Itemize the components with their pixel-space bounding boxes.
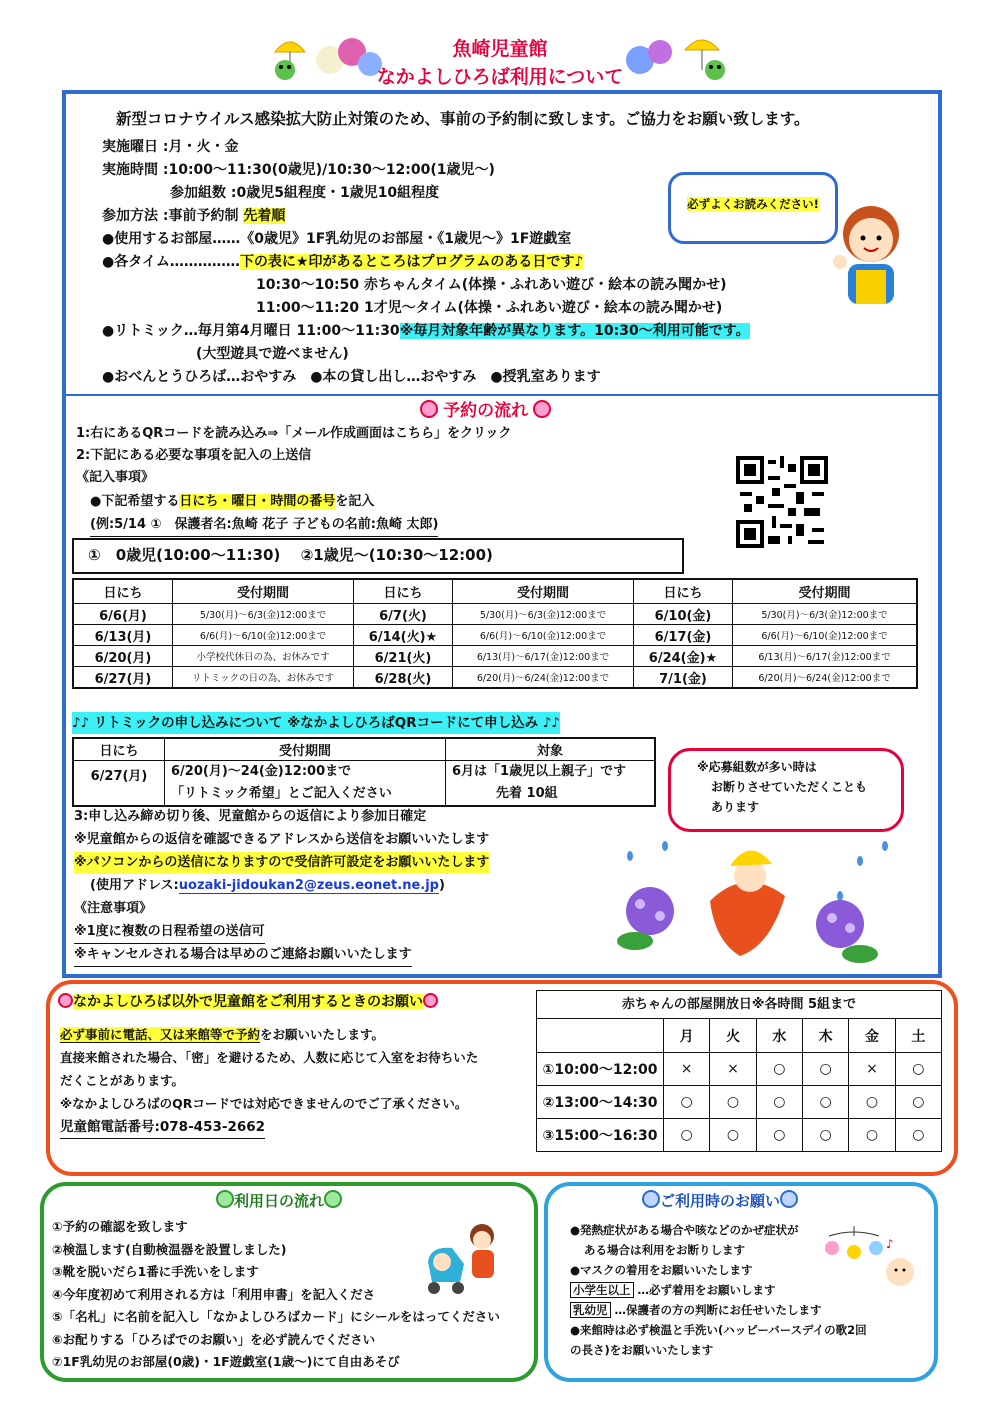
- intro-rooms: ●使用するお部屋……《0歳児》1F乳幼児のお部屋・《1歳児～》1F遊戯室: [102, 231, 572, 247]
- notice-bubble: [668, 748, 904, 832]
- day-header: 火: [710, 1019, 756, 1053]
- table-cell: 6/20(月)～6/24(金)12:00まで: [733, 667, 918, 689]
- intro-rhythmic-note: (大型遊具で遊べません): [196, 346, 349, 362]
- table-cell: 6/27(月): [73, 667, 173, 689]
- table-cell: 6/13(月)～6/17(金)12:00まで: [453, 646, 634, 667]
- col-header-period: 受付期間: [165, 738, 446, 760]
- availability-mark: ○: [849, 1086, 895, 1119]
- speech-bubble: [668, 172, 838, 244]
- list-item: 乳幼児 …保護者の方の判断にお任せいたします: [570, 1300, 867, 1320]
- tag-infant: 乳幼児: [570, 1302, 611, 1318]
- flow-heading: 利用日の流れ: [216, 1190, 342, 1211]
- empty-header-cell: [537, 1019, 664, 1053]
- table-cell: 6/28(火): [354, 667, 453, 689]
- baby-room-title: 赤ちゃんの部屋開放日※各時間 5組まで: [536, 990, 942, 1019]
- col-header-target: 対象: [446, 738, 656, 760]
- table-row: [537, 1119, 942, 1152]
- list-item: ●発熱症状がある場合や咳などのかぜ症状が: [570, 1223, 799, 1237]
- table-cell: 小学校代休日の為、お休みです: [173, 646, 354, 667]
- intro-rhythmic: ●リトミック…毎月第4月曜日 11:00～11:30※毎月対象年齢が異なります。10:30～利用可能です。: [102, 323, 750, 339]
- circle-bullet-icon: [58, 993, 73, 1008]
- table-cell: 6/6(月): [73, 604, 173, 625]
- circle-bullet-icon: [423, 993, 438, 1008]
- intro-misc: ●おべんとうひろば…おやすみ ●本の貸し出し…おやすみ ●授乳室あります: [102, 369, 601, 385]
- request-heading: ご利用時のお願い: [642, 1190, 798, 1211]
- reserve-heading: 予約の流れ: [420, 396, 551, 421]
- reserve-example: (例:5/14 ① 保護者名:魚崎 花子 子どもの名前:魚崎 太郎): [90, 514, 438, 537]
- reserve-entry-title: 《記入事項》: [76, 470, 155, 485]
- day-header: 月: [664, 1019, 710, 1053]
- caution1: ※1度に複数の日程希望の送信可: [74, 921, 265, 944]
- list-item: ①予約の確認を致します: [52, 1219, 188, 1234]
- woman-illustration: [826, 200, 916, 314]
- page-title: なかよしひろば利用について: [376, 66, 624, 88]
- table-cell: 6/13(月)～6/17(金)12:00まで: [733, 646, 918, 667]
- table-row: [73, 760, 655, 806]
- availability-mark: ○: [802, 1053, 848, 1086]
- time-slot: ③15:00～16:30: [537, 1119, 664, 1152]
- rain-hydrangea-illustration: [610, 836, 900, 970]
- caution2: ※キャンセルされる場合は早めのご連絡お願いいたします: [74, 944, 412, 967]
- other-usage-heading: なかよしひろば以外で児童館をご利用するときのお願い: [58, 991, 438, 1011]
- phone-number: 児童館電話番号:078-453-2662: [60, 1116, 265, 1139]
- baby-mobile-illustration: [824, 1222, 924, 1296]
- mother-stroller-illustration: [420, 1222, 510, 1306]
- time-slot: ①10:00～12:00: [537, 1053, 664, 1086]
- availability-mark: ○: [710, 1119, 756, 1152]
- reserve-step2: 2:下記にある必要な事項を記入の上送信: [76, 448, 312, 463]
- intro-method: 参加方法 :事前予約制 先着順: [102, 208, 286, 224]
- time-slot: ②13:00～14:30: [537, 1086, 664, 1119]
- circle-bullet-icon: [780, 1190, 798, 1208]
- list-item: ⑦1F乳幼児のお部屋(0歳)・1F遊戯室(1歳～)にて自由あそび: [52, 1354, 400, 1369]
- after-line2: ※児童館からの返信を確認できるアドレスから送信をお願いいたします: [74, 832, 490, 847]
- table-row: [73, 625, 917, 646]
- list-item: の長さ)をお願いいたします: [570, 1343, 714, 1357]
- availability-mark: ×: [849, 1053, 895, 1086]
- baby-room-table: [536, 1018, 942, 1152]
- qr-code[interactable]: [736, 456, 828, 552]
- table-cell: 6/20(月): [73, 646, 173, 667]
- list-item: ③靴を脱いだら1番に手洗いをします: [52, 1264, 259, 1279]
- after-line3: ※パソコンからの送信になりますので受信許可設定をお願いいたします: [74, 852, 489, 874]
- email-link[interactable]: uozaki-jidoukan2@zeus.eonet.ne.jp: [178, 878, 439, 893]
- rhythmic-table: [72, 737, 656, 807]
- circle-bullet-icon: [642, 1190, 660, 1208]
- baby-room-header-row: [537, 1019, 942, 1053]
- table-cell: リトミックの日の為、お休みです: [173, 667, 354, 689]
- table-cell: 6/7(火): [354, 604, 453, 625]
- list-item: ④今年度初めて利用される方は「利用申書」を記入くださ: [52, 1286, 376, 1302]
- availability-mark: ○: [756, 1086, 802, 1119]
- day-header: 木: [802, 1019, 848, 1053]
- day-header: 水: [756, 1019, 802, 1053]
- circle-bullet-icon: [533, 400, 551, 418]
- intro-groups: 参加組数 :0歳児5組程度・1歳児10組程度: [170, 185, 440, 201]
- availability-mark: ○: [895, 1119, 941, 1152]
- table-cell: 6/6(月)～6/10(金)12:00まで: [453, 625, 634, 646]
- list-item: ●来館時は必ず検温と手洗い(ハッピーバースデイの歌2回: [570, 1323, 867, 1337]
- table-row: [537, 1053, 942, 1086]
- table-cell: 6/6(月)～6/10(金)12:00まで: [733, 625, 918, 646]
- availability-mark: ○: [802, 1086, 848, 1119]
- availability-mark: ×: [664, 1053, 710, 1086]
- circle-bullet-icon: [324, 1190, 342, 1208]
- col-header-date: 日にち: [354, 579, 453, 604]
- table-row: [73, 604, 917, 625]
- other-line2: 直接来館された場合、「密」を避けるため、人数に応じて入室をお待ちいた: [60, 1050, 479, 1065]
- request-list: [570, 1220, 867, 1360]
- rhythmic-period: 6/20(月)～24(金)12:00まで 「リトミック希望」とご記入ください: [165, 760, 446, 806]
- availability-mark: ○: [849, 1119, 895, 1152]
- intro-time: 実施時間 :10:00～11:30(0歳児)/10:30～12:00(1歳児～): [102, 162, 495, 178]
- other-line3: だくことがあります。: [60, 1073, 185, 1088]
- day-header: 金: [849, 1019, 895, 1053]
- table-cell: 6/21(火): [354, 646, 453, 667]
- availability-mark: ○: [756, 1119, 802, 1152]
- intro-time1: 10:30～10:50 赤ちゃんタイム(体操・ふれあい遊び・絵本の読み聞かせ): [256, 277, 727, 293]
- slot-text: ① 0歳児(10:00～11:30) ②1歳児～(10:30～12:00): [88, 546, 493, 564]
- availability-mark: ○: [895, 1086, 941, 1119]
- table-cell: 6/14(火)★: [354, 625, 453, 646]
- col-header-period: 受付期間: [173, 579, 354, 604]
- rhythmic-heading: ♪♪ リトミックの申し込みについて ※なかよしひろばQRコードにて申し込み ♪♪: [72, 712, 560, 734]
- col-header-date: 日にち: [634, 579, 733, 604]
- availability-mark: ○: [664, 1086, 710, 1119]
- rhythmic-header-row: [73, 738, 655, 760]
- table-cell: 7/1(金): [634, 667, 733, 689]
- rhythmic-date: 6/27(月): [73, 760, 165, 806]
- slot-box: [72, 538, 684, 574]
- availability-mark: ×: [710, 1053, 756, 1086]
- col-header-date: 日にち: [73, 579, 173, 604]
- other-line4: ※なかよしひろばのQRコードでは対応できませんのでご了承ください。: [60, 1096, 468, 1111]
- table-cell: 5/30(月)～6/3(金)12:00まで: [733, 604, 918, 625]
- speech-bubble-text: 必ずよくお読みください!: [687, 197, 819, 211]
- notice-bubble-text: ※応募組数が多い時は お断りさせていただくことも あります: [697, 760, 868, 814]
- list-item: ②検温します(自動検温器を設置しました): [52, 1241, 287, 1257]
- reserve-entry: ●下記希望する日にち・曜日・時間の番号を記入: [90, 494, 375, 509]
- table-cell: 5/30(月)～6/3(金)12:00まで: [173, 604, 354, 625]
- schedule-header-row: [73, 579, 917, 604]
- intro-times: ●各タイム……………下の表に★印があるところはプログラムのある日です♪: [102, 254, 584, 270]
- circle-bullet-icon: [216, 1190, 234, 1208]
- reserve-step1: 1:右にあるQRコードを読み込み⇒「メール作成画面はこちら」をクリック: [76, 426, 512, 441]
- table-cell: 6/20(月)～6/24(金)12:00まで: [453, 667, 634, 689]
- availability-mark: ○: [664, 1119, 710, 1152]
- table-cell: 6/17(金): [634, 625, 733, 646]
- col-header-period: 受付期間: [453, 579, 634, 604]
- table-row: [73, 646, 917, 667]
- day-header: 土: [895, 1019, 941, 1053]
- intro-days: 実施曜日 :月・火・金: [102, 139, 239, 155]
- schedule-table: [72, 578, 918, 689]
- availability-mark: ○: [756, 1053, 802, 1086]
- col-header-period: 受付期間: [733, 579, 918, 604]
- list-item: ある場合は利用をお断りします: [584, 1243, 745, 1257]
- rhythmic-target: 6月は「1歳児以上親子」です 先着 10組: [446, 760, 656, 806]
- svg-text:♪: ♪: [886, 1237, 894, 1251]
- table-row: [537, 1086, 942, 1119]
- table-cell: 5/30(月)～6/3(金)12:00まで: [453, 604, 634, 625]
- tag-elementary: 小学生以上: [570, 1282, 634, 1298]
- list-item: 小学生以上 …必ず着用をお願いします: [570, 1280, 867, 1300]
- center-name: 魚崎児童館: [452, 38, 548, 60]
- availability-mark: ○: [802, 1119, 848, 1152]
- availability-mark: ○: [895, 1053, 941, 1086]
- after-line1: 3:申し込み締め切り後、児童館からの返信により参加日確定: [74, 809, 427, 824]
- email-address-line: (使用アドレス:uozaki-jidoukan2@zeus.eonet.ne.jp): [90, 878, 445, 893]
- table-cell: 6/10(金): [634, 604, 733, 625]
- table-cell: 6/13(月): [73, 625, 173, 646]
- list-item: ●マスクの着用をお願いいたします: [570, 1263, 753, 1277]
- table-row: [73, 667, 917, 689]
- col-header-date: 日にち: [73, 738, 165, 760]
- other-line1: 必ず事前に電話、又は来館等で予約をお願いいたします。: [60, 1027, 385, 1042]
- availability-mark: ○: [710, 1086, 756, 1119]
- intro-time2: 11:00～11:20 1才児～タイム(体操・ふれあい遊び・絵本の読み聞かせ): [256, 300, 723, 316]
- list-item: ⑥お配りする「ひろばでのお願い」を必ず読んでください: [52, 1331, 376, 1347]
- list-item: ⑤「名札」に名前を記入し「なかよしひろばカード」にシールをはってください: [52, 1309, 500, 1324]
- table-cell: 6/6(月)～6/10(金)12:00まで: [173, 625, 354, 646]
- circle-bullet-icon: [420, 400, 438, 418]
- intro-lead: 新型コロナウイルス感染拡大防止対策のため、事前の予約制に致します。ご協力をお願い致します。: [116, 110, 810, 128]
- caution-title: 《注意事項》: [74, 901, 153, 916]
- table-cell: 6/24(金)★: [634, 646, 733, 667]
